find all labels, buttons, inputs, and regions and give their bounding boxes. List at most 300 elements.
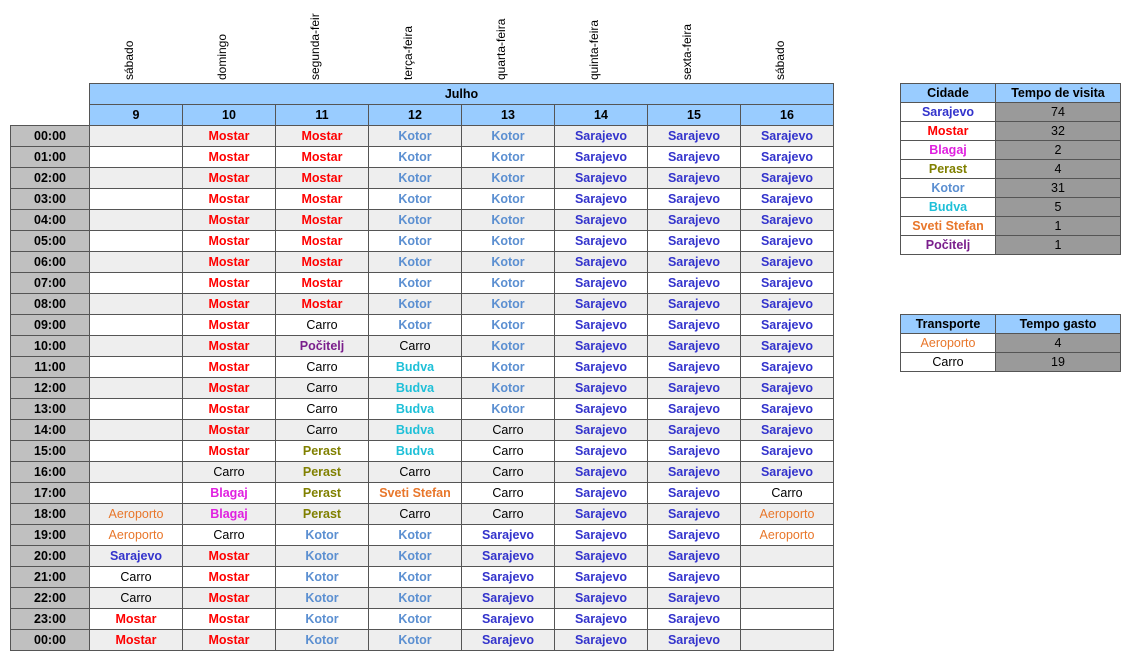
summary-row (901, 353, 1121, 372)
schedule-row (11, 462, 834, 483)
schedule-cell[interactable]: Sarajevo (555, 378, 648, 399)
schedule-row (11, 546, 834, 567)
schedule-cell[interactable]: Kotor (369, 126, 462, 147)
schedule-row (11, 420, 834, 441)
schedule-cell[interactable]: Sarajevo (462, 546, 555, 567)
corner-cell (11, 105, 90, 126)
schedule-row (11, 168, 834, 189)
day-header: 16 (741, 105, 834, 126)
time-cell: 22:00 (11, 588, 90, 609)
schedule-cell[interactable]: Sarajevo (648, 126, 741, 147)
schedule-cell[interactable]: Sarajevo (741, 399, 834, 420)
time-cell: 03:00 (11, 189, 90, 210)
time-cell: 02:00 (11, 168, 90, 189)
schedule-cell[interactable]: Kotor (369, 525, 462, 546)
schedule-cell[interactable]: Budva (369, 441, 462, 462)
schedule-cell[interactable]: Sarajevo (741, 231, 834, 252)
schedule-cell[interactable]: Perast (276, 504, 369, 525)
schedule-cell[interactable]: Sarajevo (555, 294, 648, 315)
summary-value[interactable]: 31 (996, 179, 1121, 198)
schedule-cell[interactable] (90, 483, 183, 504)
schedule-cell[interactable] (90, 462, 183, 483)
schedule-cell[interactable]: Sarajevo (648, 420, 741, 441)
schedule-cell[interactable]: Mostar (183, 420, 276, 441)
time-cell: 04:00 (11, 210, 90, 231)
schedule-cell[interactable]: Sarajevo (648, 210, 741, 231)
time-cell: 19:00 (11, 525, 90, 546)
schedule-cell[interactable]: Mostar (183, 168, 276, 189)
schedule-cell[interactable] (741, 630, 834, 651)
summary-name[interactable]: Budva (901, 198, 996, 217)
schedule-cell[interactable]: Sarajevo (90, 546, 183, 567)
summary-name[interactable]: Kotor (901, 179, 996, 198)
schedule-cell[interactable]: Sarajevo (741, 378, 834, 399)
summary-value[interactable]: 2 (996, 141, 1121, 160)
schedule-cell[interactable]: Carro (276, 378, 369, 399)
time-cell: 20:00 (11, 546, 90, 567)
schedule-cell[interactable]: Kotor (462, 168, 555, 189)
schedule-cell[interactable]: Blagaj (183, 483, 276, 504)
schedule-cell[interactable]: Sarajevo (648, 336, 741, 357)
schedule-cell[interactable]: Mostar (276, 189, 369, 210)
summary-name[interactable]: Blagaj (901, 141, 996, 160)
schedule-cell[interactable] (90, 315, 183, 336)
schedule-cell[interactable]: Sarajevo (741, 273, 834, 294)
schedule-cell[interactable]: Sarajevo (648, 294, 741, 315)
schedule-cell[interactable]: Sarajevo (555, 231, 648, 252)
schedule-row (11, 609, 834, 630)
time-cell: 08:00 (11, 294, 90, 315)
schedule-cell[interactable]: Kotor (276, 588, 369, 609)
schedule-cell[interactable]: Carro (462, 504, 555, 525)
schedule-cell[interactable]: Sarajevo (462, 588, 555, 609)
schedule-cell[interactable]: Mostar (183, 126, 276, 147)
schedule-cell[interactable]: Kotor (276, 546, 369, 567)
schedule-cell[interactable]: Mostar (276, 273, 369, 294)
schedule-cell[interactable]: Carro (462, 483, 555, 504)
corner-cell (11, 84, 90, 105)
schedule-cell[interactable]: Sarajevo (555, 252, 648, 273)
schedule-cell[interactable]: Sveti Stefan (369, 483, 462, 504)
summary-name[interactable]: Sarajevo (901, 103, 996, 122)
schedule-cell[interactable]: Sarajevo (555, 336, 648, 357)
schedule-cell[interactable]: Kotor (462, 252, 555, 273)
schedule-cell[interactable]: Sarajevo (555, 525, 648, 546)
schedule-row (11, 252, 834, 273)
schedule-cell[interactable]: Mostar (183, 336, 276, 357)
schedule-cell[interactable] (741, 609, 834, 630)
time-cell: 21:00 (11, 567, 90, 588)
weekday-text: domingo (214, 33, 229, 80)
summary-row (901, 141, 1121, 160)
schedule-cell[interactable]: Sarajevo (648, 483, 741, 504)
schedule-cell[interactable]: Sarajevo (555, 357, 648, 378)
month-row (11, 84, 834, 105)
schedule-cell[interactable]: Mostar (276, 231, 369, 252)
schedule-cell[interactable]: Kotor (276, 609, 369, 630)
schedule-cell[interactable]: Mostar (183, 630, 276, 651)
schedule-row (11, 588, 834, 609)
schedule-row (11, 189, 834, 210)
summary-name[interactable]: Sveti Stefan (901, 217, 996, 236)
schedule-cell[interactable]: Mostar (183, 399, 276, 420)
schedule-cell[interactable]: Mostar (183, 609, 276, 630)
schedule-cell[interactable]: Kotor (369, 630, 462, 651)
schedule-cell[interactable]: Sarajevo (741, 189, 834, 210)
weekday-label (679, 8, 704, 80)
schedule-cell[interactable]: Sarajevo (741, 252, 834, 273)
schedule-cell[interactable] (90, 231, 183, 252)
schedule-cell[interactable]: Carro (276, 399, 369, 420)
schedule-cell[interactable]: Sarajevo (555, 147, 648, 168)
time-cell: 14:00 (11, 420, 90, 441)
schedule-cell[interactable]: Mostar (276, 294, 369, 315)
schedule-cell[interactable] (90, 336, 183, 357)
schedule-cell[interactable] (90, 189, 183, 210)
day-row (11, 105, 834, 126)
schedule-cell[interactable]: Kotor (369, 189, 462, 210)
schedule-cell[interactable]: Sarajevo (555, 462, 648, 483)
schedule-cell[interactable]: Carro (369, 504, 462, 525)
schedule-cell[interactable]: Sarajevo (555, 630, 648, 651)
day-header: 11 (276, 105, 369, 126)
schedule-cell[interactable]: Sarajevo (555, 168, 648, 189)
schedule-cell[interactable] (90, 357, 183, 378)
schedule-cell[interactable]: Carro (183, 462, 276, 483)
schedule-cell[interactable] (90, 273, 183, 294)
schedule-cell[interactable]: Kotor (462, 147, 555, 168)
schedule-cell[interactable] (90, 210, 183, 231)
schedule-cell[interactable] (90, 252, 183, 273)
schedule-cell[interactable]: Sarajevo (648, 168, 741, 189)
schedule-cell[interactable]: Sarajevo (741, 336, 834, 357)
schedule-cell[interactable]: Sarajevo (555, 420, 648, 441)
schedule-cell[interactable]: Sarajevo (462, 630, 555, 651)
schedule-cell[interactable]: Carro (276, 420, 369, 441)
day-header: 9 (90, 105, 183, 126)
schedule-cell[interactable]: Kotor (462, 189, 555, 210)
schedule-cell[interactable]: Sarajevo (555, 126, 648, 147)
schedule-cell[interactable]: Kotor (276, 567, 369, 588)
schedule-cell[interactable]: Carro (462, 462, 555, 483)
schedule-cell[interactable]: Sarajevo (555, 189, 648, 210)
summary-name[interactable]: Perast (901, 160, 996, 179)
schedule-cell[interactable]: Mostar (276, 126, 369, 147)
schedule-cell[interactable]: Kotor (462, 357, 555, 378)
schedule-cell[interactable]: Sarajevo (648, 462, 741, 483)
day-header: 15 (648, 105, 741, 126)
summary-row (901, 198, 1121, 217)
time-cell: 01:00 (11, 147, 90, 168)
schedule-cell[interactable]: Carro (369, 462, 462, 483)
schedule-cell[interactable]: Sarajevo (648, 357, 741, 378)
schedule-cell[interactable]: Sarajevo (648, 567, 741, 588)
schedule-cell[interactable]: Kotor (462, 378, 555, 399)
schedule-cell[interactable]: Mostar (276, 210, 369, 231)
schedule-cell[interactable]: Sarajevo (462, 609, 555, 630)
schedule-cell[interactable] (90, 378, 183, 399)
schedule-cell[interactable]: Sarajevo (648, 231, 741, 252)
time-cell: 09:00 (11, 315, 90, 336)
schedule-cell[interactable]: Kotor (462, 399, 555, 420)
schedule-cell[interactable]: Kotor (369, 315, 462, 336)
schedule-cell[interactable]: Sarajevo (648, 315, 741, 336)
summary-name[interactable]: Mostar (901, 122, 996, 141)
schedule-cell[interactable]: Mostar (183, 378, 276, 399)
schedule-cell[interactable]: Carro (741, 483, 834, 504)
schedule-cell[interactable]: Kotor (369, 168, 462, 189)
day-header: 12 (369, 105, 462, 126)
schedule-cell[interactable]: Carro (276, 315, 369, 336)
summary-header-row (901, 315, 1121, 334)
schedule-cell[interactable]: Mostar (183, 441, 276, 462)
schedule-cell[interactable]: Kotor (369, 273, 462, 294)
weekday-text: sábado (772, 40, 787, 80)
summary-value[interactable]: 1 (996, 236, 1121, 255)
schedule-cell[interactable]: Sarajevo (648, 147, 741, 168)
summary-header-row (901, 84, 1121, 103)
schedule-cell[interactable]: Sarajevo (741, 168, 834, 189)
schedule-cell[interactable]: Carro (462, 420, 555, 441)
schedule-row (11, 399, 834, 420)
time-cell: 00:00 (11, 126, 90, 147)
schedule-cell[interactable]: Sarajevo (648, 630, 741, 651)
time-cell: 13:00 (11, 399, 90, 420)
schedule-cell[interactable] (741, 546, 834, 567)
schedule-cell[interactable]: Aeroporto (741, 525, 834, 546)
schedule-cell[interactable]: Carro (183, 525, 276, 546)
schedule-cell[interactable]: Mostar (183, 315, 276, 336)
schedule-cell[interactable]: Perast (276, 441, 369, 462)
summary-header: Cidade (901, 84, 996, 103)
schedule-table (10, 83, 834, 651)
day-header: 14 (555, 105, 648, 126)
summary-row (901, 334, 1121, 353)
schedule-cell[interactable]: Carro (462, 441, 555, 462)
schedule-cell[interactable]: Sarajevo (648, 441, 741, 462)
schedule-cell[interactable]: Mostar (276, 168, 369, 189)
summary-value[interactable]: 32 (996, 122, 1121, 141)
city-visit-table (900, 83, 1121, 255)
schedule-cell[interactable]: Mostar (183, 357, 276, 378)
schedule-cell[interactable]: Sarajevo (555, 588, 648, 609)
schedule-cell[interactable]: Sarajevo (648, 378, 741, 399)
time-cell: 15:00 (11, 441, 90, 462)
schedule-cell[interactable] (741, 588, 834, 609)
schedule-cell[interactable]: Mostar (90, 609, 183, 630)
schedule-cell[interactable]: Carro (276, 357, 369, 378)
schedule-cell[interactable]: Kotor (462, 294, 555, 315)
schedule-cell[interactable]: Kotor (462, 126, 555, 147)
schedule-cell[interactable]: Mostar (183, 567, 276, 588)
schedule-cell[interactable]: Sarajevo (648, 504, 741, 525)
schedule-cell[interactable]: Perast (276, 483, 369, 504)
schedule-cell[interactable] (90, 126, 183, 147)
weekday-label (772, 8, 797, 80)
schedule-cell[interactable]: Kotor (369, 231, 462, 252)
summary-row (901, 236, 1121, 255)
time-cell: 06:00 (11, 252, 90, 273)
summary-value[interactable]: 19 (996, 353, 1121, 372)
schedule-cell[interactable]: Carro (90, 567, 183, 588)
month-header: Julho (90, 84, 834, 105)
schedule-row (11, 315, 834, 336)
schedule-cell[interactable]: Aeroporto (90, 504, 183, 525)
schedule-cell[interactable]: Počitelj (276, 336, 369, 357)
schedule-row (11, 504, 834, 525)
schedule-cell[interactable]: Sarajevo (741, 420, 834, 441)
schedule-cell[interactable]: Mostar (90, 630, 183, 651)
schedule-cell[interactable]: Sarajevo (462, 567, 555, 588)
schedule-cell[interactable]: Kotor (369, 252, 462, 273)
weekday-label (307, 8, 332, 80)
weekday-text: quarta-feira (493, 18, 508, 80)
schedule-cell[interactable]: Budva (369, 420, 462, 441)
schedule-cell[interactable]: Kotor (462, 273, 555, 294)
day-header: 10 (183, 105, 276, 126)
weekday-label (400, 8, 425, 80)
schedule-cell[interactable]: Kotor (369, 147, 462, 168)
schedule-cell[interactable]: Sarajevo (741, 441, 834, 462)
summary-value[interactable]: 4 (996, 334, 1121, 353)
schedule-cell[interactable]: Sarajevo (555, 210, 648, 231)
schedule-cell[interactable]: Carro (90, 588, 183, 609)
schedule-cell[interactable]: Blagaj (183, 504, 276, 525)
schedule-cell[interactable]: Mostar (183, 231, 276, 252)
schedule-cell[interactable]: Sarajevo (648, 588, 741, 609)
summary-row (901, 160, 1121, 179)
day-header: 13 (462, 105, 555, 126)
schedule-cell[interactable]: Kotor (369, 210, 462, 231)
schedule-cell[interactable]: Kotor (462, 315, 555, 336)
schedule-row (11, 525, 834, 546)
schedule-row (11, 378, 834, 399)
schedule-cell[interactable]: Sarajevo (462, 525, 555, 546)
schedule-cell[interactable]: Mostar (183, 210, 276, 231)
schedule-cell[interactable]: Aeroporto (90, 525, 183, 546)
summary-header: Transporte (901, 315, 996, 334)
schedule-cell[interactable] (90, 168, 183, 189)
schedule-row (11, 336, 834, 357)
schedule-cell[interactable]: Mostar (183, 147, 276, 168)
schedule-cell[interactable]: Sarajevo (648, 189, 741, 210)
schedule-cell[interactable]: Budva (369, 399, 462, 420)
schedule-cell[interactable] (90, 147, 183, 168)
schedule-row (11, 441, 834, 462)
schedule-cell[interactable]: Mostar (183, 273, 276, 294)
schedule-row (11, 483, 834, 504)
weekday-label (121, 8, 146, 80)
summary-row (901, 122, 1121, 141)
schedule-cell[interactable] (90, 420, 183, 441)
schedule-cell[interactable]: Kotor (276, 630, 369, 651)
summary-name[interactable]: Počitelj (901, 236, 996, 255)
schedule-cell[interactable]: Sarajevo (555, 273, 648, 294)
transport-time-table (900, 314, 1121, 372)
schedule-cell[interactable]: Mostar (183, 252, 276, 273)
summary-value[interactable]: 4 (996, 160, 1121, 179)
schedule-cell[interactable]: Sarajevo (741, 210, 834, 231)
schedule-cell[interactable]: Sarajevo (555, 546, 648, 567)
weekday-text: quinta-feira (586, 19, 601, 80)
weekday-text: sábado (121, 40, 136, 80)
summary-name[interactable]: Aeroporto (901, 334, 996, 353)
schedule-cell[interactable]: Sarajevo (648, 252, 741, 273)
schedule-cell[interactable]: Sarajevo (555, 441, 648, 462)
schedule-cell[interactable]: Mostar (183, 189, 276, 210)
time-cell: 12:00 (11, 378, 90, 399)
schedule-cell[interactable]: Sarajevo (555, 399, 648, 420)
schedule-cell[interactable] (90, 441, 183, 462)
schedule-cell[interactable]: Sarajevo (741, 315, 834, 336)
weekday-text: terça-feira (400, 25, 415, 80)
schedule-row (11, 357, 834, 378)
schedule-cell[interactable]: Kotor (369, 294, 462, 315)
schedule-cell[interactable]: Mostar (183, 294, 276, 315)
schedule-cell[interactable]: Sarajevo (741, 294, 834, 315)
weekday-label (214, 8, 239, 80)
schedule-cell[interactable]: Carro (369, 336, 462, 357)
schedule-cell[interactable]: Sarajevo (555, 315, 648, 336)
schedule-cell[interactable] (90, 294, 183, 315)
summary-value[interactable]: 74 (996, 103, 1121, 122)
schedule-cell[interactable]: Aeroporto (741, 504, 834, 525)
schedule-cell[interactable]: Sarajevo (648, 609, 741, 630)
schedule-cell[interactable]: Sarajevo (555, 609, 648, 630)
schedule-cell[interactable]: Budva (369, 378, 462, 399)
schedule-cell[interactable] (90, 399, 183, 420)
schedule-cell[interactable]: Kotor (369, 588, 462, 609)
schedule-cell[interactable]: Sarajevo (648, 399, 741, 420)
summary-value[interactable]: 5 (996, 198, 1121, 217)
schedule-cell[interactable]: Kotor (462, 336, 555, 357)
summary-value[interactable]: 1 (996, 217, 1121, 236)
schedule-cell[interactable]: Mostar (276, 252, 369, 273)
schedule-cell[interactable]: Kotor (369, 609, 462, 630)
schedule-cell[interactable]: Kotor (462, 231, 555, 252)
schedule-cell[interactable]: Kotor (369, 546, 462, 567)
schedule-cell[interactable]: Perast (276, 462, 369, 483)
schedule-row (11, 210, 834, 231)
schedule-cell[interactable]: Sarajevo (741, 462, 834, 483)
schedule-cell[interactable]: Sarajevo (555, 567, 648, 588)
weekday-text: sexta-feira (679, 23, 694, 80)
schedule-cell[interactable]: Sarajevo (555, 483, 648, 504)
schedule-cell[interactable]: Sarajevo (741, 126, 834, 147)
summary-row (901, 179, 1121, 198)
schedule-row (11, 231, 834, 252)
schedule-cell[interactable]: Budva (369, 357, 462, 378)
schedule-cell[interactable] (741, 567, 834, 588)
schedule-cell[interactable]: Sarajevo (741, 147, 834, 168)
schedule-cell[interactable]: Mostar (183, 588, 276, 609)
schedule-cell[interactable]: Mostar (276, 147, 369, 168)
summary-name[interactable]: Carro (901, 353, 996, 372)
schedule-cell[interactable]: Kotor (462, 210, 555, 231)
schedule-cell[interactable]: Kotor (276, 525, 369, 546)
schedule-cell[interactable]: Sarajevo (741, 357, 834, 378)
schedule-cell[interactable]: Sarajevo (648, 546, 741, 567)
schedule-cell[interactable]: Mostar (183, 546, 276, 567)
time-cell: 23:00 (11, 609, 90, 630)
summary-row (901, 217, 1121, 236)
schedule-cell[interactable]: Sarajevo (648, 273, 741, 294)
schedule-row (11, 147, 834, 168)
time-cell: 10:00 (11, 336, 90, 357)
schedule-cell[interactable]: Sarajevo (648, 525, 741, 546)
schedule-cell[interactable]: Kotor (369, 567, 462, 588)
schedule-cell[interactable]: Sarajevo (555, 504, 648, 525)
